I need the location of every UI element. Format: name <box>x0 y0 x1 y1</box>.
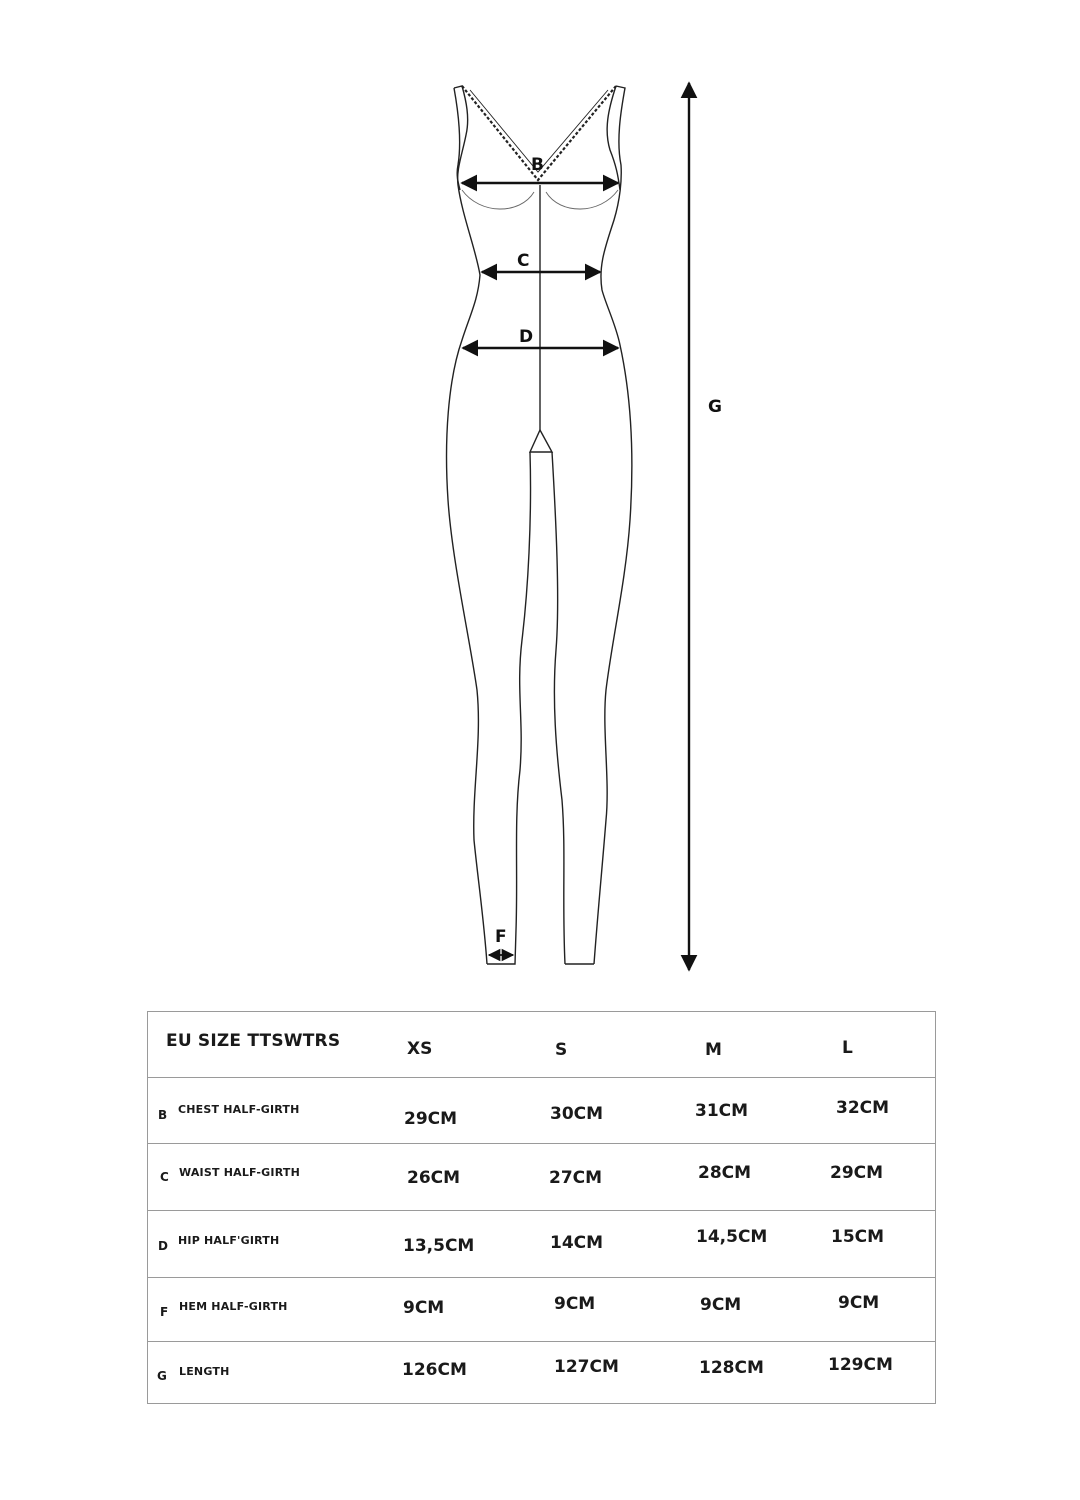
table-row <box>148 1342 935 1405</box>
size-header-m: M <box>705 1040 722 1060</box>
size-header-s: S <box>555 1040 568 1060</box>
label-f: F <box>495 927 507 947</box>
row-measurement-name: WAIST HALF-GIRTH <box>179 1166 300 1179</box>
value-xs: 29CM <box>404 1109 458 1129</box>
size-header-l: L <box>842 1038 853 1058</box>
row-code: C <box>160 1170 169 1184</box>
jumpsuit-outline <box>447 86 632 964</box>
value-l: 29CM <box>830 1163 884 1183</box>
row-code: B <box>158 1108 168 1122</box>
label-g: G <box>708 397 722 417</box>
value-l: 15CM <box>831 1227 885 1247</box>
row-code: F <box>160 1305 169 1319</box>
table-row <box>148 1211 935 1278</box>
label-d: D <box>519 327 534 347</box>
value-xs: 126CM <box>402 1360 467 1380</box>
label-b: B <box>531 155 544 175</box>
value-m: 9CM <box>700 1295 742 1315</box>
value-m: 128CM <box>699 1358 764 1378</box>
value-s: 127CM <box>554 1357 619 1377</box>
value-xs: 26CM <box>407 1168 461 1188</box>
row-measurement-name: HIP HALF'GIRTH <box>178 1234 280 1247</box>
table-row <box>148 1144 935 1211</box>
table-title: EU SIZE TTSWTRS <box>166 1031 341 1051</box>
table-header-row <box>148 1012 935 1078</box>
value-s: 27CM <box>549 1168 603 1188</box>
row-code: G <box>157 1369 167 1383</box>
value-s: 14CM <box>550 1233 604 1253</box>
row-measurement-name: CHEST HALF-GIRTH <box>178 1103 300 1116</box>
row-measurement-name: LENGTH <box>179 1365 230 1378</box>
label-c: C <box>517 251 530 271</box>
value-m: 31CM <box>695 1101 749 1121</box>
size-header-xs: XS <box>407 1039 433 1059</box>
table-row <box>148 1278 935 1342</box>
value-l: 129CM <box>828 1355 893 1375</box>
table-row <box>148 1078 935 1144</box>
value-l: 32CM <box>836 1098 890 1118</box>
value-l: 9CM <box>838 1293 880 1313</box>
row-code: D <box>158 1239 168 1253</box>
value-xs: 9CM <box>403 1298 445 1318</box>
size-table <box>147 1011 936 1404</box>
measurement-arrows <box>462 83 689 970</box>
value-xs: 13,5CM <box>403 1236 475 1256</box>
value-m: 28CM <box>698 1163 752 1183</box>
value-s: 9CM <box>554 1294 596 1314</box>
row-measurement-name: HEM HALF-GIRTH <box>179 1300 288 1313</box>
value-m: 14,5CM <box>696 1227 768 1247</box>
value-s: 30CM <box>550 1104 604 1124</box>
